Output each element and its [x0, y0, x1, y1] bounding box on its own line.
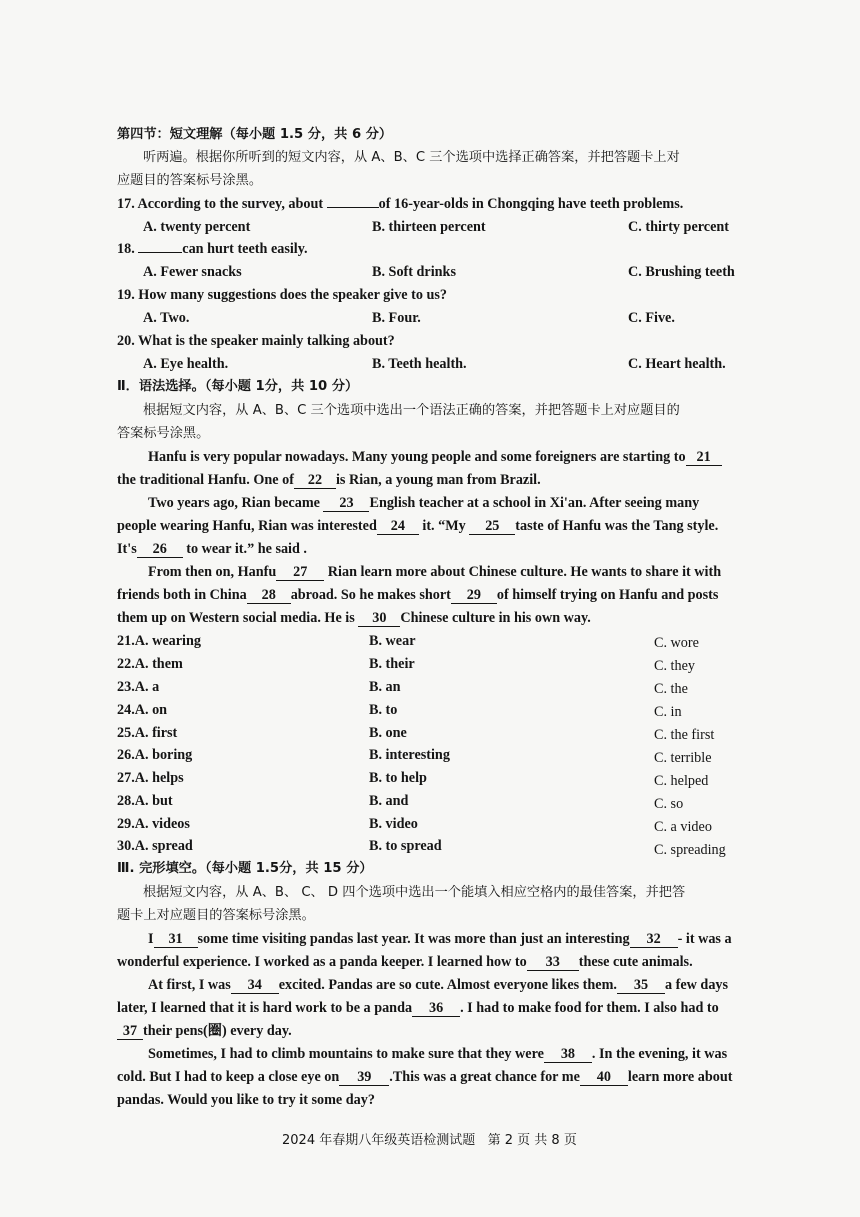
text-segment: . I had to make food for them. I also had to — [460, 1000, 719, 1016]
passage-3-para-3-line-3: pandas. Would you like to try it some day? — [117, 1092, 375, 1108]
passage-2-para-1-line-2 — [117, 471, 541, 490]
option-21-a: 21.A. wearing — [117, 633, 201, 649]
blank-23: 23 — [323, 496, 369, 512]
blank-38: 38 — [544, 1047, 592, 1063]
option-22-a: 22.A. them — [117, 656, 183, 672]
section-4-instruction-line-2: 应题目的答案标号涂黑。 — [117, 173, 263, 188]
question-19-option-b: B. Four. — [372, 310, 421, 326]
text-segment: taste of Hanfu was the Tang style. — [515, 518, 719, 534]
option-29-b: B. video — [369, 816, 418, 832]
passage-3-para-2-line-2 — [117, 999, 719, 1018]
passage-2-para-3-line-1 — [148, 563, 721, 582]
section-2-instruction-line-1: 根据短文内容，从 A、B、C 三个选项中选出一个语法正确的答案，并把答题卡上对应题目的 — [143, 403, 680, 418]
answer-blank — [327, 207, 379, 208]
question-20-option-b: B. Teeth health. — [372, 356, 467, 372]
text-segment: these cute animals. — [578, 954, 693, 970]
text-segment: can hurt teeth easily. — [182, 241, 308, 257]
passage-2-para-3-line-3 — [117, 609, 591, 628]
text-segment: Two years ago, Rian became — [148, 495, 320, 511]
option-22-b: B. their — [369, 656, 415, 672]
section-4-heading: 第四节：短文理解（每小题 1.5 分，共 6 分） — [117, 127, 393, 142]
text-segment: people wearing Hanfu, Rian was interested — [117, 518, 377, 534]
blank-35: 35 — [617, 978, 665, 994]
page-footer — [282, 1131, 577, 1150]
blank-33: 33 — [527, 955, 579, 971]
option-21-b: B. wear — [369, 633, 416, 649]
text-segment: it. “My — [422, 518, 466, 534]
text-segment: later, I learned that it is hard work to be a panda — [117, 1000, 413, 1016]
blank-30: 30 — [358, 611, 400, 627]
question-20-option-a: A. Eye health. — [143, 356, 229, 372]
blank-31: 31 — [154, 932, 198, 948]
passage-3-para-1-line-2 — [117, 953, 693, 972]
option-25-a: 25.A. first — [117, 725, 178, 741]
question-20-option-c: C. Heart health. — [628, 356, 726, 372]
text-segment: At first, I was — [148, 977, 231, 993]
option-26-a: 26.A. boring — [117, 747, 193, 763]
question-20-stem: 20. What is the speaker mainly talking about? — [117, 333, 395, 349]
blank-21: 21 — [686, 450, 722, 466]
text-segment: Sometimes, I had to climb mountains to make sure that they were — [148, 1046, 544, 1062]
text-segment: Rian learn more about Chinese culture. He wants to share it with — [327, 564, 722, 580]
text-segment: a few days — [664, 977, 729, 993]
text-segment: of himself trying on Hanfu and posts — [496, 587, 719, 603]
text-segment: the traditional Hanfu. One of — [117, 472, 294, 488]
passage-3-para-1-line-1 — [148, 930, 732, 949]
question-17-stem — [117, 195, 683, 214]
option-29-c: C. a video — [654, 819, 712, 835]
option-25-b: B. one — [369, 725, 407, 741]
question-17-option-a: A. twenty percent — [143, 219, 251, 235]
option-28-a: 28.A. but — [117, 793, 173, 809]
text-segment: wonderful experience. I worked as a panda keeper. I learned how to — [117, 954, 527, 970]
question-18-option-c: C. Brushing teeth — [628, 264, 735, 280]
page-number: 第 2 页 共 8 页 — [487, 1133, 577, 1148]
option-25-c: C. the first — [654, 727, 715, 743]
blank-40: 40 — [580, 1070, 628, 1086]
question-17-option-b: B. thirteen percent — [372, 219, 486, 235]
blank-24: 24 — [377, 519, 419, 535]
passage-3-para-2-line-3 — [117, 1022, 292, 1041]
passage-2-para-3-line-2 — [117, 586, 718, 605]
exam-title: 2024 年春期八年级英语检测试题 — [282, 1133, 476, 1148]
text-segment: some time visiting pandas last year. It was more than just an interesting — [197, 931, 630, 947]
section-3-instruction-line-1: 根据短文内容，从 A、B、 C、 D 四个选项中选出一个能填入相应空格内的最佳答案，并把答 — [143, 885, 686, 900]
blank-25: 25 — [469, 519, 515, 535]
blank-39: 39 — [339, 1070, 389, 1086]
text-segment: their pens(圈) every day. — [143, 1023, 292, 1039]
section-2-instruction-line-2: 答案标号涂黑。 — [117, 426, 210, 441]
option-30-c: C. spreading — [654, 842, 726, 858]
text-segment: to wear it.” he said . — [186, 541, 307, 557]
option-24-a: 24.A. on — [117, 702, 168, 718]
option-26-c: C. terrible — [654, 750, 712, 766]
section-2-heading: Ⅱ．语法选择。（每小题 1分，共 10 分） — [117, 379, 359, 394]
passage-3-para-2-line-1 — [148, 976, 728, 995]
passage-2-para-2-line-3 — [117, 540, 307, 559]
option-30-a: 30.A. spread — [117, 838, 193, 854]
answer-blank — [138, 252, 182, 253]
text-segment: excited. Pandas are so cute. Almost everyone likes them. — [278, 977, 617, 993]
option-29-a: 29.A. videos — [117, 816, 190, 832]
option-27-c: C. helped — [654, 773, 709, 789]
option-28-b: B. and — [369, 793, 409, 809]
option-23-a: 23.A. a — [117, 679, 160, 695]
section-4-instruction-line-1: 听两遍。根据你所听到的短文内容，从 A、B、C 三个选项中选择正确答案，并把答题卡上对 — [143, 150, 680, 165]
text-segment: - it was a — [677, 931, 732, 947]
option-24-b: B. to — [369, 702, 398, 718]
text-segment: Chinese culture in his own way. — [400, 610, 591, 626]
section-3-heading: Ⅲ. 完形填空。（每小题 1.5分，共 15 分） — [117, 861, 373, 876]
blank-36: 36 — [412, 1001, 460, 1017]
text-segment: .This was a great chance for me — [389, 1069, 580, 1085]
option-28-c: C. so — [654, 796, 684, 812]
text-segment: It's — [117, 541, 137, 557]
text-segment: learn more about — [627, 1069, 733, 1085]
option-27-a: 27.A. helps — [117, 770, 184, 786]
text-segment: From then on, Hanfu — [148, 564, 277, 580]
blank-32: 32 — [630, 932, 678, 948]
blank-29: 29 — [451, 588, 497, 604]
option-23-b: B. an — [369, 679, 401, 695]
question-17-option-c: C. thirty percent — [628, 219, 729, 235]
option-24-c: C. in — [654, 704, 682, 720]
option-30-b: B. to spread — [369, 838, 442, 854]
option-22-c: C. they — [654, 658, 695, 674]
question-19-option-a: A. Two. — [143, 310, 190, 326]
passage-2-para-2-line-1 — [148, 494, 699, 513]
question-19-stem: 19. How many suggestions does the speaker give to us? — [117, 287, 448, 303]
question-18-option-b: B. Soft drinks — [372, 264, 456, 280]
blank-37: 37 — [117, 1024, 143, 1040]
blank-26: 26 — [137, 542, 183, 558]
question-18-option-a: A. Fewer snacks — [143, 264, 242, 280]
option-23-c: C. the — [654, 681, 688, 697]
blank-27: 27 — [276, 565, 324, 581]
blank-22: 22 — [294, 473, 336, 489]
section-3-instruction-line-2: 题卡上对应题目的答案标号涂黑。 — [117, 908, 315, 923]
text-segment: them up on Western social media. He is — [117, 610, 355, 626]
text-segment: Hanfu is very popular nowadays. Many young people and some foreigners are starting to — [148, 449, 686, 465]
blank-28: 28 — [247, 588, 291, 604]
text-segment: English teacher at a school in Xi'an. After seeing many — [369, 495, 700, 511]
option-27-b: B. to help — [369, 770, 427, 786]
text-segment: I — [148, 931, 154, 947]
passage-3-para-3-line-1 — [148, 1045, 727, 1064]
text-segment: . In the evening, it was — [591, 1046, 728, 1062]
option-26-b: B. interesting — [369, 747, 450, 763]
text-segment: 17. According to the survey, about — [117, 196, 327, 212]
text-segment: of 16-year-olds in Chongqing have teeth problems. — [378, 196, 684, 212]
text-segment: 18. — [117, 241, 139, 257]
passage-3-para-3-line-2 — [117, 1068, 732, 1087]
text-segment: cold. But I had to keep a close eye on — [117, 1069, 340, 1085]
question-18-stem — [117, 240, 308, 259]
passage-2-para-2-line-2 — [117, 517, 718, 536]
text-segment: friends both in China — [117, 587, 247, 603]
text-segment: abroad. So he makes short — [290, 587, 451, 603]
blank-34: 34 — [231, 978, 279, 994]
option-21-c: C. wore — [654, 635, 699, 651]
question-19-option-c: C. Five. — [628, 310, 675, 326]
passage-2-para-1-line-1 — [148, 448, 722, 467]
text-segment: is Rian, a young man from Brazil. — [335, 472, 541, 488]
